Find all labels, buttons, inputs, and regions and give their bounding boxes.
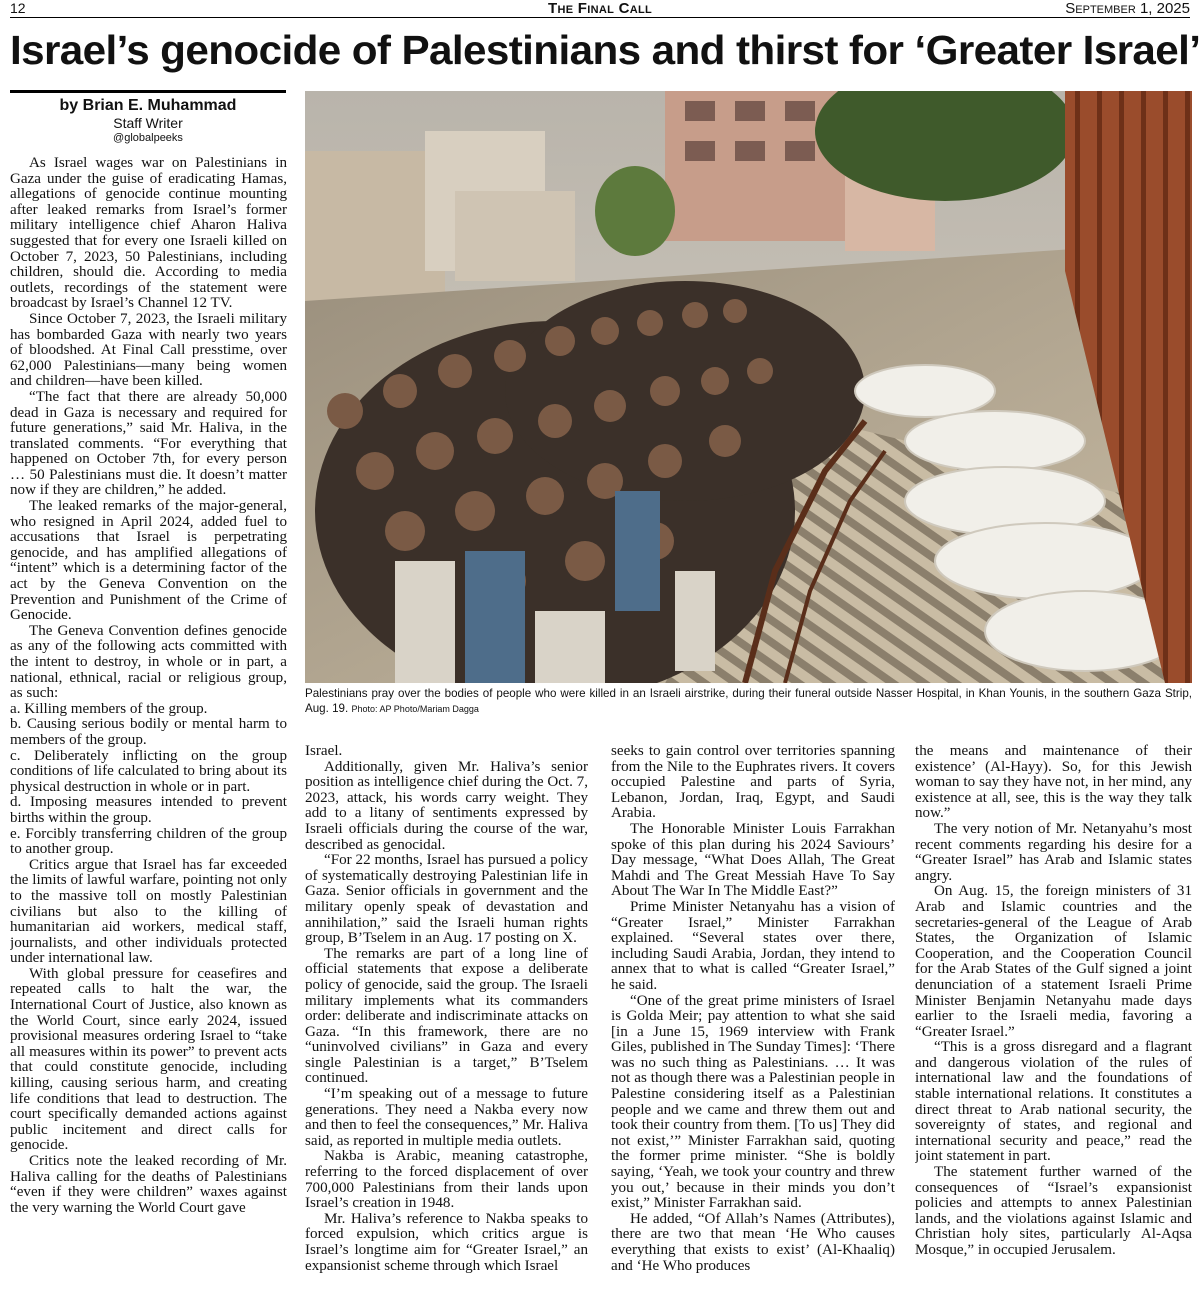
paragraph: Mr. Haliva’s reference to Nakba speaks to forced expulsion, which critics argue is Israel’s longtime aim for “Greater Israel,” an expansionist scheme through which Israel <box>305 1210 588 1274</box>
article-column-1 <box>10 156 287 1298</box>
paragraph: The Honorable Minister Louis Farrakhan spoke of this plan during his 2024 Saviours’ Day message, “What Does Allah, The Great Mahdi and The Great Messiah Have To Say About The War In The Middle East?” <box>611 820 895 900</box>
paragraph: As Israel wages war on Palestinians in Gaza under the guise of eradicating Hamas, allegations of genocide continue mounting after leaked remarks from Israel’s former military intelligence chief Aharon Haliva suggested that for every one Israeli killed on October 7, 2023, 50 Palestinians, including children, should die. According to media outlets, recordings of the statement were broadcast by Israel’s Channel 12 TV. <box>10 156 287 312</box>
article-column-4 <box>915 744 1192 1296</box>
photo-caption <box>305 686 1192 717</box>
paragraph: The leaked remarks of the major-general, who resigned in April 2024, added fuel to accusations that Israel is perpetrating genocide, and has amplified allegations of “intent” which is a determining factor of the act by the Geneva Convention on the Prevention and Punishment of the Crime of Genocide. <box>10 498 287 624</box>
paragraph: The statement further warned of the consequences of “Israel’s expansionist policies and attempts to annex Palestinian lands, and the violations against Islamic and Christian holy sites, particularly Al-Aqsa Mosque,” in occupied Jerusalem. <box>915 1164 1192 1258</box>
article-column-2 <box>305 744 588 1296</box>
paragraph: “The fact that there are already 50,000 dead in Gaza is necessary and required for future generations,” said Mr. Haliva, in the translated comments. “For everything that happened on October 7th, for every person … 50 Palestinians must die. It doesn’t matter now if they are children,” he added. <box>10 388 287 499</box>
paragraph: Additionally, given Mr. Haliva’s senior position as intelligence chief during the Oct. 7, 2023, attack, his words carry weight. They add to a litany of sentiments expressed by Israeli officials during the course of the war, described as genocidal. <box>305 758 588 853</box>
byline <box>10 96 286 146</box>
byline-rule <box>10 90 286 93</box>
page-header-bar <box>10 0 1190 18</box>
list-item: a. Killing members of the group. <box>10 700 208 717</box>
paragraph: the means and maintenance of their existence’ (Al-Hayy). So, for this Jewish woman to say they have not, in her mind, any existence at all, see, this is the way they talk now.” <box>915 744 1192 822</box>
paragraph: The very notion of Mr. Netanyahu’s most recent comments regarding his desire for a “Greater Israel” has Arab and Islamic states angry. <box>915 820 1192 884</box>
list-item: d. Imposing measures intended to prevent births within the group. <box>10 794 287 826</box>
photo-credit: Photo: AP Photo/Mariam Dagga <box>351 704 479 714</box>
paragraph: On Aug. 15, the foreign ministers of 31 Arab and Islamic countries and the secretaries-general of the League of Arab States, the Organization of Islamic Cooperation, and the Cooperation Council for the Arab States of the Gulf signed a joint denunciation of a statement Israeli Prime Minister Benjamin Netanyahu made days earlier to the Israeli media, favoring a “Greater Israel.” <box>915 883 1192 1040</box>
paragraph: Prime Minister Netanyahu has a vision of “Greater Israel,” Minister Farrakhan explained. “Several states over there, including Saudi Arabia, Jordan, they intend to annex that to what is called “Greater Israel,” he said. <box>611 898 895 993</box>
byline-role: Staff Writer <box>113 115 183 131</box>
paragraph: Critics argue that Israel has far exceeded the limits of lawful warfare, pointing not only to the massive toll on mostly Palestinian civilians but also to the killing of humanitarian aid workers, medical staff, journalists, and other individuals protected under international law. <box>10 856 287 967</box>
issue-date: September 1, 2025 <box>1065 0 1190 17</box>
publication-name: The Final Call <box>547 0 653 17</box>
photo-illustration <box>305 91 1192 683</box>
list-item: b. Causing serious bodily or mental harm to members of the group. <box>10 716 287 748</box>
article-column-3 <box>611 744 895 1296</box>
list-item: c. Deliberately inflicting on the group conditions of life calculated to bring about its physical destruction in whole or in part. <box>10 747 287 795</box>
news-photo <box>305 91 1192 683</box>
paragraph: Nakba is Arabic, meaning catastrophe, referring to the forced displacement of over 700,000 Palestinians from their lands upon Israel’s creation in 1948. <box>305 1148 588 1212</box>
paragraph: With global pressure for ceasefires and repeated calls to halt the war, the International Court of Justice, also known as the World Court, since early 2024, issued provisional measures ordering Israel to “take all measures within its power” to prevent acts that could constitute genocide, including killing, causing serious harm, and creating life conditions that lead to destruction. The court specifically demanded actions against public incitement and direct calls for genocide. <box>10 965 287 1154</box>
paragraph: seeks to gain control over territories spanning from the Nile to the Euphrates rivers. It covers occupied Palestine and parts of Syria, Lebanon, Jordan, Iraq, Egypt, and Saudi Arabia. <box>611 744 895 822</box>
paragraph: “One of the great prime ministers of Israel is Golda Meir; pay attention to what she said [in a June 15, 1969 interview with Frank Giles, published in The Sunday Times]: ‘There was no such thing as Palestinians. … It was not as though there was a Palestinian people in Palestine considering itself as a Palestinian people and we came and threw them out and took their country from them. [To us] They did not exist,’” Minister Farrakhan said, quoting the former prime minister. “She is boldly saying, ‘Yeah, we took your country and threw you out,’ because in their minds you don’t exist,” Minister Farrakhan said. <box>611 992 895 1212</box>
paragraph: Since October 7, 2023, the Israeli military has bombarded Gaza with nearly two years of bloodshed. At Final Call presstime, over 62,000 Palestinians—many being women and children—have been killed. <box>10 310 287 390</box>
paragraph: Israel. <box>305 744 343 759</box>
paragraph: The remarks are part of a long line of official statements that expose a deliberate policy of genocide, said the group. The Israeli military implements what its commanders order: deliberate and indiscriminate attacks on Gaza. “In this framework, there are no “uninvolved civilians” in Gaza and every single Palestinian is a target,” B’Tselem continued. <box>305 945 588 1087</box>
list-item: e. Forcibly transferring children of the group to another group. <box>10 825 287 858</box>
paragraph: The Geneva Convention defines genocide as any of the following acts committed with the intent to destroy, in whole or in part, a national, ethnical, racial or religious group, as such: <box>10 622 287 702</box>
headline: Israel’s genocide of Palestinians and thirst for ‘Greater Israel’ <box>10 27 1200 73</box>
caption-text: Palestinians pray over the bodies of people who were killed in an Israeli airstrike, during their funeral outside Nasser Hospital, in Khan Younis, in the southern Gaza Strip, Aug. 19. <box>305 687 1192 715</box>
paragraph: He added, “Of Allah’s Names (Attributes), there are two that mean ‘He Who causes everything that exists to exist’ (Al-Khaaliq) and ‘He Who produces <box>611 1210 895 1274</box>
paragraph: Critics note the leaked recording of Mr. Haliva calling for the deaths of Palestinians “even if they were children” waxes against the very warning the World Court gave <box>10 1153 287 1216</box>
paragraph: “I’m speaking out of a message to future generations. They need a Nakba every now and then to feel the consequences,” Mr. Haliva said, as reported in multiple media outlets. <box>305 1086 588 1149</box>
page-number: 12 <box>10 0 26 16</box>
paragraph: “This is a gross disregard and a flagrant and dangerous violation of the rules of international law and the foundations of stable international relations. It constitutes a direct threat to Arab national security, the sovereignty of states, and regional and international security and peace,” read the joint statement in part. <box>915 1039 1192 1165</box>
paragraph: “For 22 months, Israel has pursued a policy of systematically destroying Palestinian life in Gaza. Senior officials in government and the military openly speak of devastation and annihilation,” said the Israeli human rights group, B’Tselem in an Aug. 17 posting on X. <box>305 852 588 947</box>
byline-author: by Brian E. Muhammad <box>59 97 237 114</box>
byline-handle: @globalpeeks <box>113 132 183 144</box>
